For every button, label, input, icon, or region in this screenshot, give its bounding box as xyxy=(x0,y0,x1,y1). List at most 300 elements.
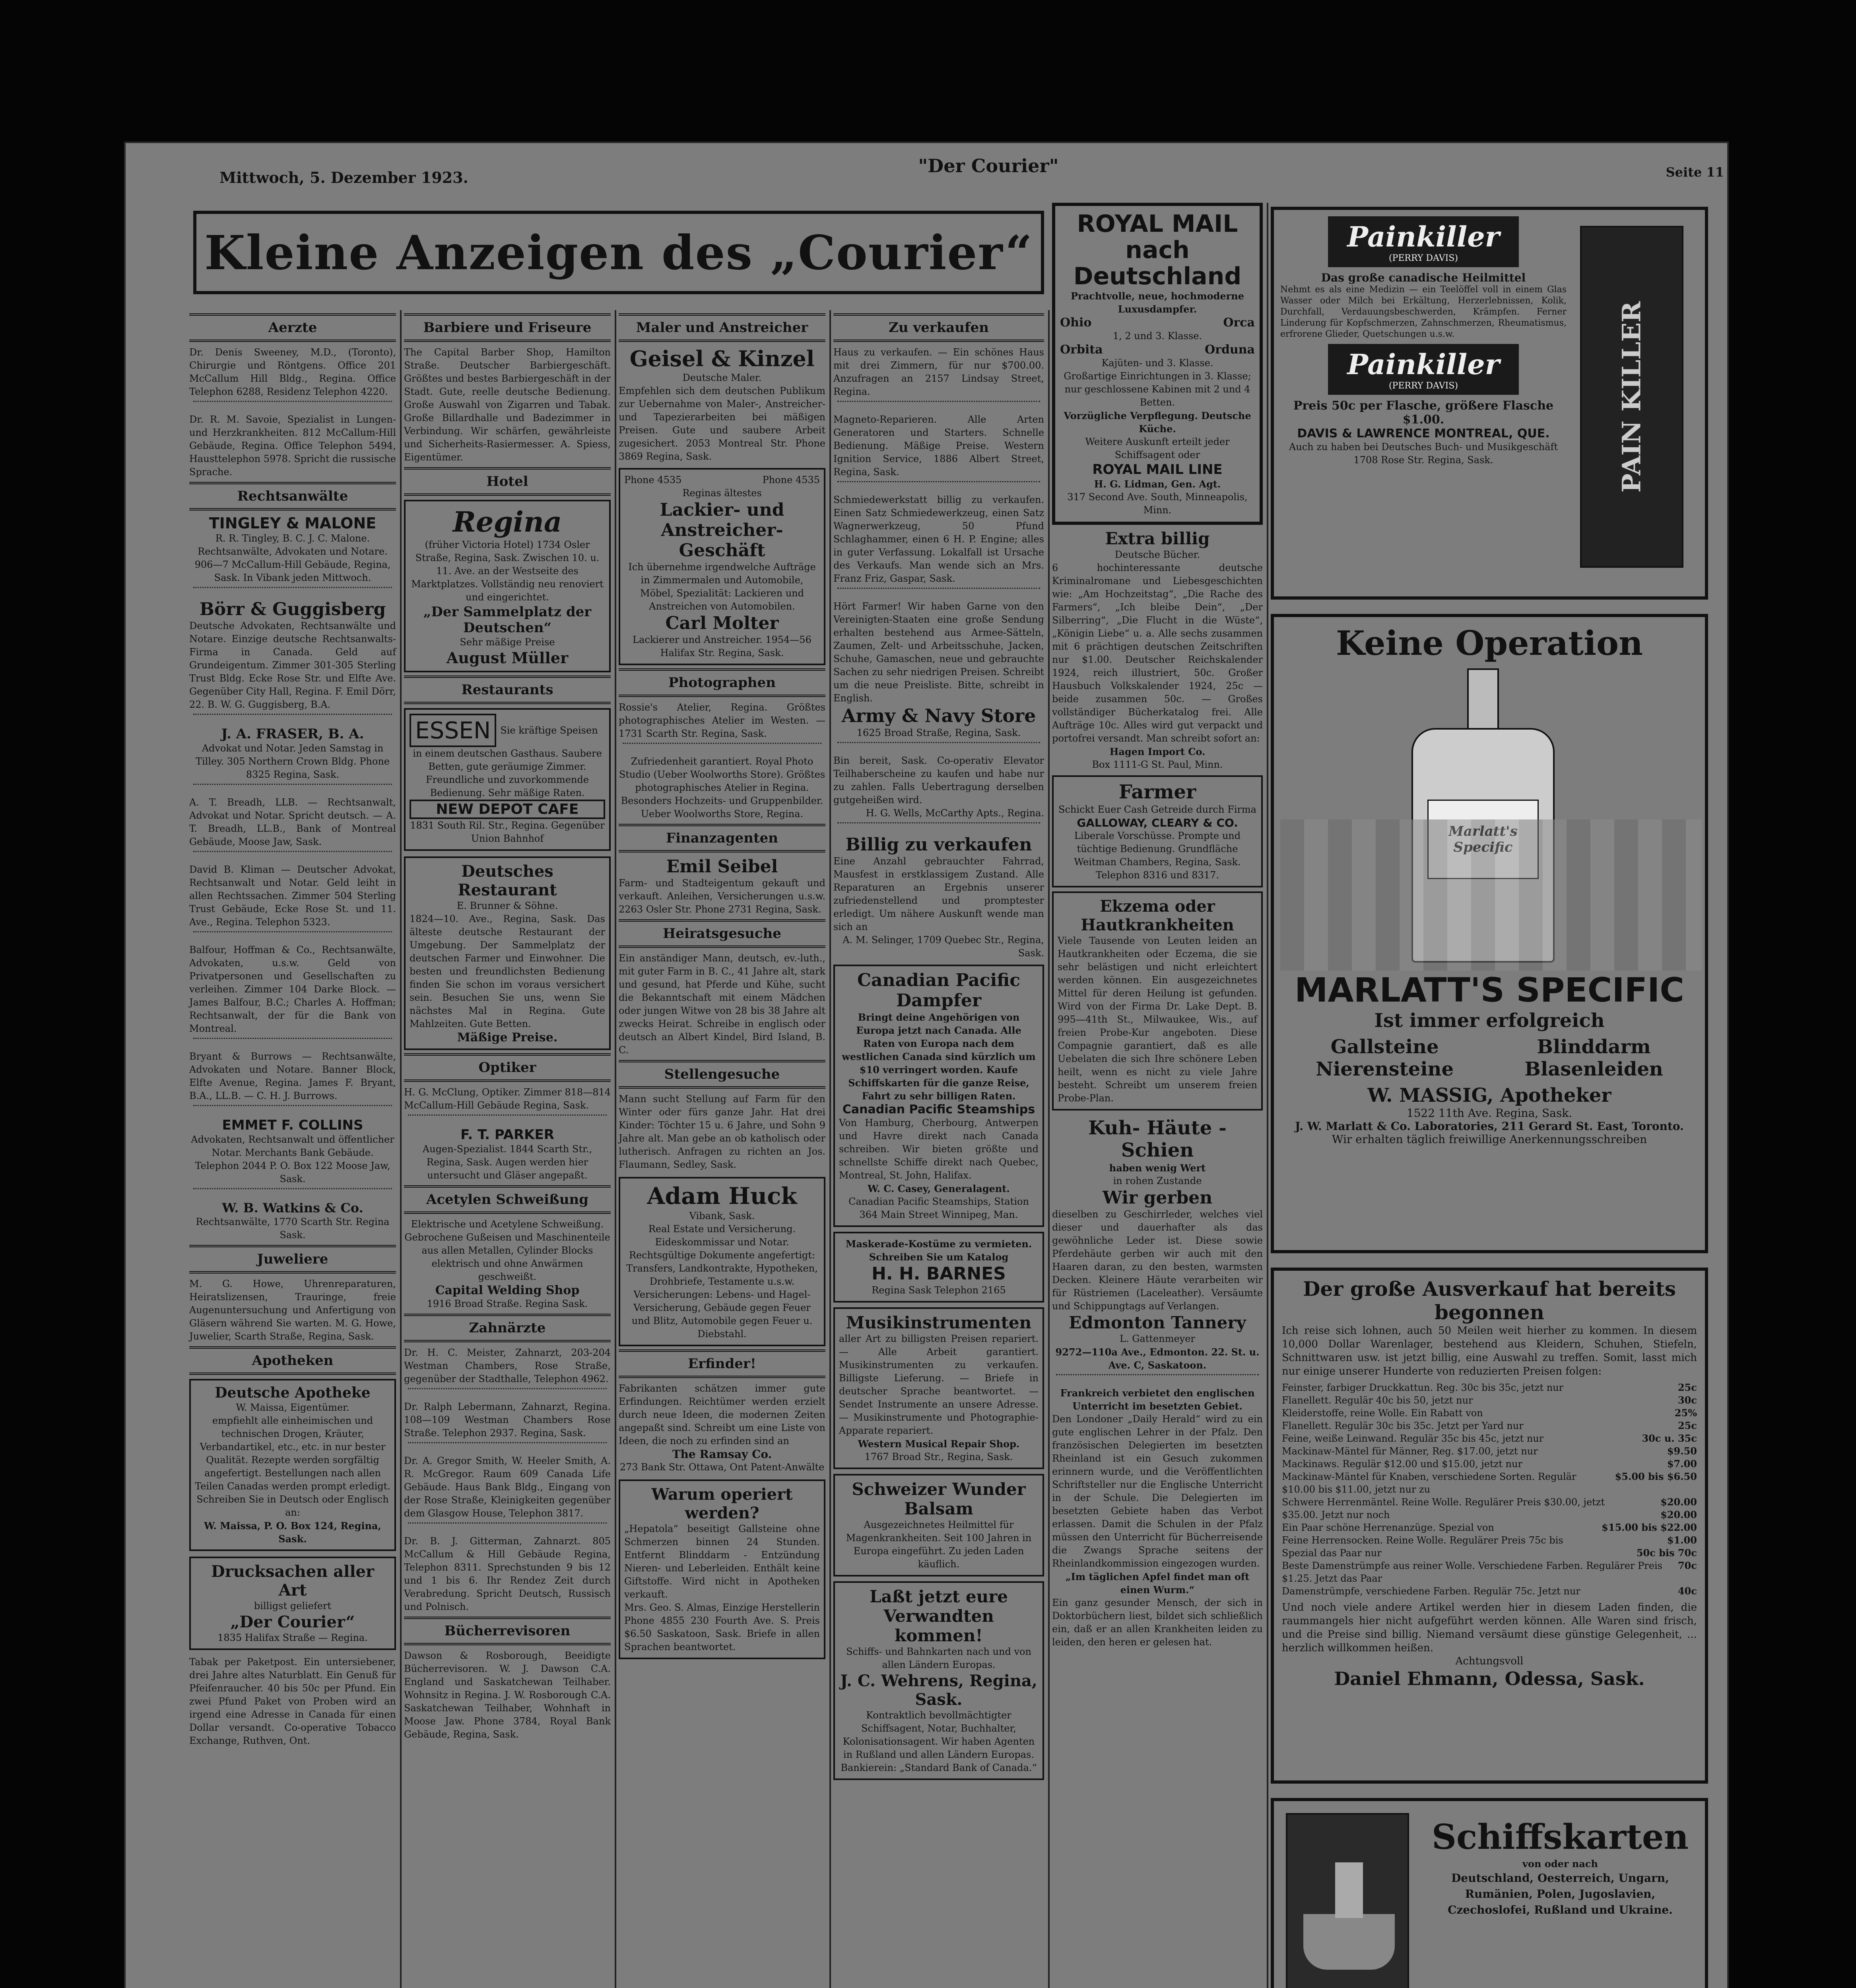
apfel-text: Ein ganz gesunder Mensch, der sich in Doktorbüchern liest, bildet sich schließlich ein, daß er an allen Krankheiten leiden zu leiden, den heren er gelesen hat. xyxy=(1052,1597,1263,1648)
ship-ohio: Ohio xyxy=(1060,316,1092,330)
divider xyxy=(837,742,1040,752)
essen-text: in einem deutschen Gasthaus. Saubere Betten, gute geräumige Zimmer. Freundliche und zuvorkommende Bedienung. Sehr mäßige Raten. xyxy=(413,748,602,798)
price-item: Ein Paar schöne Herrenanzüge. Spezial von xyxy=(1282,1522,1494,1533)
ad-capital-barber: The Capital Barber Shop, Hamilton Straße. Deutscher Barbiergeschäft. Größtes und bestes Barbiergeschäft in der Stadt. Gute, reelle deutsche Bedienung. Große Auswahl von Zigarren und Tabak. Große Billardhalle und Badezimmer in Verbindung. Wir schärfen, gewährleiste und Sicherheits-Rasiermesser. A. Spiess, Eigentümer. xyxy=(404,347,611,463)
wehrens-name: J. C. Wehrens, Regina, Sask. xyxy=(840,1672,1037,1709)
balsam-text: Ausgezeichnetes Heilmittel für Magenkrankheiten. Seit 100 Jahren in Europa eingeführt. Zu jeden Laden käuflich. xyxy=(846,1519,1032,1570)
divider xyxy=(193,714,392,724)
painkiller-logo-2 xyxy=(1328,344,1519,395)
price-row xyxy=(1282,1521,1697,1534)
section-barbiere: Barbiere und Friseure xyxy=(404,313,611,342)
boerr-name: Börr & Guggisberg xyxy=(199,599,386,619)
dr-name: Deutsches Restaurant xyxy=(458,862,557,899)
billig-head: Billig zu verkaufen xyxy=(845,835,1032,855)
section-optiker: Optiker xyxy=(404,1053,611,1082)
seibel-text: Farm- und Stadteigentum gekauft und verkauft. Anleihen, Versicherungen u.s.w. 2263 Osler Str. Phone 2731 Regina, Sask. xyxy=(619,878,825,915)
erfinder-address: 273 Bank Str. Ottawa, Ont Patent-Anwälte xyxy=(619,1462,825,1473)
selinger: A. M. Selinger, 1709 Quebec Str., Regina, Sask. xyxy=(843,934,1044,959)
ship-orca: Orca xyxy=(1223,316,1255,330)
price-item: Mackinaws. Regulär $12.00 und $15.00, jetzt nur xyxy=(1282,1458,1522,1470)
ekzema-ad xyxy=(1052,891,1263,1110)
tingley-name: TINGLEY & MALONE xyxy=(209,514,377,532)
column-rule xyxy=(1267,203,1268,1988)
column-6 xyxy=(1271,207,1708,1988)
parker-name: F. T. PARKER xyxy=(460,1127,554,1143)
painkiller-logo-1 xyxy=(1328,216,1519,267)
ad-savoie: Dr. R. M. Savoie, Spezialist in Lungen- und Herzkrankheiten. 812 McCallum-Hill Gebäude, Regina. Office Telephon 5494, Hausttelephon 5978. Spricht die russische Sprache. xyxy=(189,414,396,478)
warum-head: Warum operiert werden? xyxy=(651,1485,793,1522)
essen-row xyxy=(410,714,605,747)
price-row xyxy=(1282,1470,1697,1496)
pk-by: (PERRY DAVIS) xyxy=(1388,253,1458,263)
section-juweliere: Juweliere xyxy=(189,1245,396,1274)
divider xyxy=(837,822,1040,832)
molter-name: Carl Molter xyxy=(665,613,779,633)
drucksachen-address: 1835 Halifax Straße — Regina. xyxy=(217,1632,368,1643)
ship-image xyxy=(1286,1813,1409,1988)
divider xyxy=(1056,1374,1259,1384)
barnes-ad xyxy=(833,1232,1044,1303)
mar-name: MARLATT'S SPECIFIC xyxy=(1295,971,1684,1010)
figures-image xyxy=(1280,819,1702,971)
section-aerzte: Aerzte xyxy=(189,313,396,342)
musik-address: 1767 Broad Str., Regina, Sask. xyxy=(864,1451,1013,1462)
extra-firm: Hagen Import Co. xyxy=(1109,746,1206,757)
page-title: Kleine Anzeigen des „Courier“ xyxy=(204,225,1033,280)
hotel-owner: August Müller xyxy=(446,649,569,667)
section-finanzagenten: Finanzagenten xyxy=(619,824,825,852)
royal-ships: Prachtvolle, neue, hochmoderne Luxusdampfer. xyxy=(1070,290,1244,315)
price-row xyxy=(1282,1534,1697,1547)
op-head: Keine Operation xyxy=(1336,623,1643,663)
price-row xyxy=(1282,1585,1697,1598)
cp-list: Von Hamburg, Cherbourg, Antwerpen und Havre direkt nach Canada schreiben. Wir bieten größte und schnellste Schiffe direkt nach Quebec, Montreal, St. John, Halifax. xyxy=(839,1117,1039,1181)
aus-text2: Und noch viele andere Artikel werden hier in diesem Laden finden, die raummangels hier nicht aufgeführt werden können. Alle Waren sind frisch, und die Preise sind billig. Niemand versäumt diese günstige Gelegenheit, ... herzlich willkommen heißen. xyxy=(1282,1602,1697,1654)
section-photographen: Photographen xyxy=(619,668,825,697)
ekzema-head: Ekzema oder Hautkrankheiten xyxy=(1081,897,1234,934)
warum-maker: Mrs. Geo. S. Almas, Einzige Herstellerin xyxy=(624,1602,820,1613)
price-value: 30c u. 35c xyxy=(1642,1433,1697,1444)
marlatt-ad xyxy=(1271,614,1708,1253)
fraser-name: J. A. FRASER, B. A. xyxy=(221,726,364,742)
price-value: 25c xyxy=(1677,1420,1697,1431)
ship-funnel xyxy=(1335,1862,1363,1918)
divider xyxy=(837,401,1040,411)
ad-rossie: Rossie's Atelier, Regina. Größtes photographisches Atelier im Westen. — 1731 Scarth Str. Regina, Sask. xyxy=(619,702,825,739)
aus-head: Der große Ausverkauf hat bereits begonnen xyxy=(1303,1277,1676,1324)
section-erfinder: Erfinder! xyxy=(619,1349,825,1378)
acetylen-address: 1916 Broad Straße. Regina Sask. xyxy=(427,1298,588,1309)
molter-intro: Reginas ältestes xyxy=(682,487,762,499)
price-list xyxy=(1282,1381,1697,1598)
depot-address: 1831 South Ril. Str., Regina. Gegenüber Union Bahnhof xyxy=(410,820,605,844)
extra-text: 6 hochinteressante deutsche Kriminalromane und Liebesgeschichten wie: „Am Hochzeitstag“, „Die Rache des Farmers“, „Ich bleibe Dein“, „Der Silberring“, „Die Flucht in die Wüste“, „Königin Liebe“ u. a. Alle sechs zusammen mit 6 prächtigen deutschen Zeitschriften nur $1.00. Deutscher Reichskalender 1924, reich illustriert, 50c. Großer Hausbuch Volkskalender 1924, 25c — beide zusammen 50c. — Großes vollständiger Bücherkatalog frei. Alle Aufträge 10c. Alles wird gut verpackt und portofrei versandt. Man schreibt sofort an: xyxy=(1052,562,1263,744)
mar-gallsteine: Gallsteine xyxy=(1330,1036,1439,1058)
price-item: Damenstrümpfe, verschiedene Farben. Regulär 75c. Jetzt nur xyxy=(1282,1586,1580,1597)
boerr-text: Deutsche Advokaten, Rechtsanwälte und Notare. Einzige deutsche Rechtsanwalts-Firma in Canada. Geld auf Grundeigentum. Zimmer 301-305 Sterling Trust Bldg. Ecke Rose Str. und Elfte Ave. Gegenüber City Hall, Regina. F. Emil Dörr, 22. B. W. G. Guggisberg, B.A. xyxy=(189,620,396,710)
barnes-text: Maskerade-Kostüme zu vermieten. Schreiben Sie um Katalog xyxy=(845,1238,1032,1263)
ad-sweeney: Dr. Denis Sweeney, M.D., (Toronto), Chirurgie und Röntgens. Office 201 McCallum Hill Bldg., Regina. Office Telephon 6288, Residenz Telephon 4220. xyxy=(189,347,396,397)
essen-side: Sie kräftige Speisen xyxy=(500,724,598,736)
column-rule xyxy=(829,310,831,1988)
price-row xyxy=(1282,1458,1697,1470)
ad-howe: M. G. Howe, Uhrenreparaturen, Heiratslizensen, Trauringe, freie Augenuntersuchung und Anfertigung von Gläsern während Sie warten. M. G. Howe, Juwelier, Scarth Straße, Regina, Sask. xyxy=(189,1278,396,1342)
mar-left xyxy=(1316,1036,1454,1080)
hotel-slogan: „Der Sammelplatz der Deutschen“ xyxy=(423,604,592,636)
canadian-pacific-ad xyxy=(833,965,1044,1227)
sk-countries: Deutschland, Oesterreich, Ungarn, Rumänien, Polen, Jugoslavien, Czechoslofei, Rußland und Ukraine. xyxy=(1448,1872,1673,1916)
royal-mail-ad xyxy=(1052,203,1263,525)
price-item: Feinster, farbiger Druckkattun. Reg. 30c bis 35c, jetzt nur xyxy=(1282,1382,1564,1393)
column-4 xyxy=(833,310,1044,1780)
divider xyxy=(193,587,392,597)
erfinder-text: Fabrikanten schätzen immer gute Erfindungen. Reichtümer werden erzielt durch neue Ideen, die modernen Zeiten angepaßt sind. Schreibt um eine Liste von Ideen, die noch zu erfinden sind an xyxy=(619,1383,825,1446)
musik-shop: Western Musical Repair Shop. xyxy=(858,1438,1020,1450)
mar-lab: J. W. Marlatt & Co. Laboratories, 211 Gerard St. East, Toronto. xyxy=(1295,1120,1684,1133)
ad-tabak: Tabak per Paketpost. Ein untersiebener, drei Jahre altes Naturblatt. Ein Genuß für Pfeifenraucher. 40 bis 50c per Pfund. Ein zwei Pfund Paket von Proben wird an irgend eine Adresse in Canada für einen Dollar versandt. Co-operative Tobacco Exchange, Ruthven, Ont. xyxy=(189,1656,396,1746)
verwandte-head: Laßt jetzt eure Verwandten kommen! xyxy=(870,1587,1008,1645)
frankreich-head: Frankreich verbietet den englischen Unterricht im besetzten Gebiet. xyxy=(1060,1387,1255,1412)
royal-address: 317 Second Ave. South, Minneapolis, Minn. xyxy=(1067,491,1248,516)
royal-mail-head: ROYAL MAIL nach Deutschland xyxy=(1073,210,1242,290)
price-row xyxy=(1282,1496,1697,1508)
divider xyxy=(408,1442,607,1452)
price-value: 25% xyxy=(1674,1407,1697,1419)
gerben-text: dieselben zu Geschirrleder, welches viel dieser und dauerhafter als das gewöhnliche Leder ist. Diese sowie Pferdehäute gerben wir auch mit den Haaren daran, zu den besten, warmsten Decken. Kleinere Häute verarbeiten wir für Rüstriemen (Laceleather). Versäumte und Schippungtags auf Verlangen. xyxy=(1052,1209,1263,1312)
apotheke-text: empfiehlt alle einheimischen und technischen Drogen, Kräuter, Verbandartikel, etc., etc. in nur bester Qualität. Rezepte werden sorgfältig angefertigt. Bestellungen nach allen Teilen Canadas werden prompt erledigt. Schreiben Sie in Deutsch oder Englisch an: xyxy=(195,1415,390,1518)
divider xyxy=(193,931,392,941)
ad-elevator: Bin bereit, Sask. Co-operativ Elevator Teilhaberscheine zu kaufen und habe nur zu zahlen. Falls Uebertragung derselben gutgeheißen wird. xyxy=(833,755,1044,806)
seibel-name: Emil Seibel xyxy=(666,856,778,877)
divider xyxy=(408,1388,607,1398)
ausverkauf-ad xyxy=(1271,1268,1708,1784)
ship-row-1 xyxy=(1060,316,1255,330)
cp-steamships: Canadian Pacific Steamships xyxy=(842,1103,1035,1116)
extra-head: Extra billig xyxy=(1105,529,1210,548)
sk-head: Schiffskarten xyxy=(1431,1817,1689,1857)
price-item: Flanellett. Regulär 30c bis 35c. Jetzt per Yard nur xyxy=(1282,1420,1524,1431)
section-restaurants: Restaurants xyxy=(404,676,611,704)
ad-smith: Dr. A. Gregor Smith, W. Heeler Smith, A. R. McGregor. Raum 609 Canada Life Gebäude. Haus Bank Bldg., Eingang von der Rose Straße, Kleinigkeiten gegenüber dem Glasgow House, Telephon 3817. xyxy=(404,1455,611,1519)
watkins-text: Rechtsanwälte, 1770 Scarth Str. Regina Sask. xyxy=(196,1216,390,1241)
mar-blinddarm: Blinddarm xyxy=(1537,1036,1651,1058)
geisel-text: Empfehlen sich dem deutschen Publikum zur Uebernahme von Maler-, Anstreicher- und Tapezierarbeiten bei mäßigen Preisen. Gute und saubere Arbeit zugesichert. 2053 Montreal Str. Phone 3869 Regina, Sask. xyxy=(619,385,825,462)
molter-title: Lackier- und Anstreicher-Geschäft xyxy=(660,500,784,561)
price-value: 70c xyxy=(1677,1560,1697,1571)
ad-dawson: Dawson & Rosborough, Beeidigte Bücherrevisoren. W. J. Dawson C.A. England und Saskatchewan Teilhaber. Wohnsitz in Regina. J. W. Rosborough C.A. Saskatchewan Teilhaber, Wohnhaft in Moose Jaw. Phone 3784, Royal Bank Gebäude, Regina, Sask. xyxy=(404,1650,611,1740)
pk-by-2: (PERRY DAVIS) xyxy=(1388,381,1458,391)
apfel-head: „Im täglichen Apfel findet man oft einen Wurm.“ xyxy=(1065,1571,1250,1596)
section-hotel: Hotel xyxy=(404,467,611,496)
pk-bottle-label: PAIN KILLER xyxy=(1617,301,1647,493)
farmer-ad xyxy=(1052,775,1263,887)
section-heiratsgesuche: Heiratsgesuche xyxy=(619,919,825,948)
price-value: 50c bis 70c xyxy=(1636,1547,1697,1559)
cp-address: Canadian Pacific Steamships, Station 364 Main Street Winnipeg, Man. xyxy=(848,1196,1029,1220)
dr-owner: E. Brunner & Söhne. xyxy=(456,900,558,911)
drucksachen-name: „Der Courier“ xyxy=(230,1613,355,1631)
price-row xyxy=(1282,1547,1697,1559)
ad-mcclung: H. G. McClung, Optiker. Zimmer 818—814 McCallum-Hill Gebäude Regina, Sask. xyxy=(404,1087,611,1111)
pk-address: 1708 Rose Str. Regina, Sask. xyxy=(1353,454,1493,466)
emmet-name: EMMET F. COLLINS xyxy=(222,1117,363,1133)
cp-agent: W. C. Casey, Generalagent. xyxy=(868,1183,1010,1194)
watkins-name: W. B. Watkins & Co. xyxy=(222,1200,363,1215)
mar-note: Wir erhalten täglich freiwillige Anerkennungsschreiben xyxy=(1332,1133,1647,1146)
molter-address: Lackierer und Anstreicher. 1954—56 Halifax Str. Regina, Sask. xyxy=(633,634,812,658)
farmer-text: Schickt Euer Cash Getreide durch Firma xyxy=(1058,804,1256,815)
price-row xyxy=(1282,1559,1697,1585)
gcc-name: GALLOWAY, CLEARY & CO. xyxy=(1077,816,1238,829)
pk-brand: Painkiller xyxy=(1347,220,1500,253)
acetylen-text: Elektrische und Acetylene Schweißung. Gebrochene Gußeisen und Maschinenteile aus allen Metallen, Cylinder Blocks elektrisch und ohne Anwärmen geschweißt. xyxy=(404,1219,610,1282)
hotel-regina-ad xyxy=(404,500,611,672)
verwandte-text: Schiffs- und Bahnkarten nach und von allen Ländern Europas. xyxy=(846,1646,1031,1670)
cp-title: Canadian Pacific Dampfer xyxy=(857,970,1021,1011)
balsam-ad xyxy=(833,1474,1044,1576)
issue-date: Mittwoch, 5. Dezember 1923. xyxy=(219,169,468,186)
divider xyxy=(408,1114,607,1124)
divider xyxy=(193,784,392,794)
army-address: 1625 Broad Straße, Regina, Sask. xyxy=(856,727,1021,738)
molter-ad xyxy=(619,468,825,665)
apotheke-ad xyxy=(189,1379,396,1551)
ship-class-2: Kajüten- und 3. Klasse. xyxy=(1101,357,1213,369)
gcc-text: Liberale Vorschüsse. Prompte und tüchtige Bedienung. Grundfläche Weitman Chambers, Regina, Sask. Telephon 8316 und 8317. xyxy=(1074,830,1241,881)
drucksachen-sub: billigst geliefert xyxy=(254,1600,332,1611)
price-value: 30c xyxy=(1677,1394,1697,1406)
price-row xyxy=(1282,1407,1697,1419)
ad-heirat: Ein anständiger Mann, deutsch, ev.-luth., mit guter Farm in B. C., 41 Jahre alt, stark und gesund, hat Pferde und Kühe, sucht die Bekanntschaft mit einem Mädchen oder jungen Witwe von 28 bis 38 Jahre alt zwecks Heirat. Schreibe in englisch oder deutsch an Albert Kindel, Bird Island, B. C. xyxy=(619,953,825,1056)
column-rule xyxy=(1048,310,1050,1988)
royal-line: ROYAL MAIL LINE xyxy=(1092,462,1223,478)
ad-breadh: A. T. Breadh, LLB. — Rechtsanwalt, Advokat und Notar. Spricht deutsch. — A. T. Breadh, LL.B., Bank of Montreal Gebäude, Moose Jaw, Sask. xyxy=(189,797,396,847)
column-rule xyxy=(615,310,616,1988)
pk-dist: Auch zu haben bei Deutsches Buch- und Musikgeschäft xyxy=(1289,441,1558,452)
ad-haus: Haus zu verkaufen. — Ein schönes Haus mit drei Zimmern, für nur $700.00. Anzufragen an 2157 Lindsay Street, Regina. xyxy=(833,347,1044,397)
column-3 xyxy=(619,310,825,1659)
price-row xyxy=(1282,1432,1697,1445)
price-item: Schwere Herrenmäntel. Reine Wolle. Regulärer Preis $30.00, jetzt xyxy=(1282,1497,1605,1508)
divider xyxy=(193,1188,392,1198)
warum-text: „Hepatola“ beseitigt Gallsteine ohne Schmerzen binnen 24 Stunden. Entfernt Blinddarm - Entzündung Nieren- und Leberleiden. Enthält keine Giftstoffe. Wird nicht in Apotheken verkauft. xyxy=(624,1523,820,1600)
price-row xyxy=(1282,1445,1697,1458)
wehrens-bank: Bankierein: „Standard Bank of Canada.“ xyxy=(841,1762,1037,1773)
section-acetylen: Acetylen Schweißung xyxy=(404,1185,611,1214)
molter-text: Ich übernehme irgendwelche Aufträge in Zimmermalen und Automobile, Möbel, Spezialität: Lackieren und Anstreichen von Automobilen. xyxy=(628,561,816,612)
price-value: 40c xyxy=(1677,1585,1697,1597)
pk-slogan: Das große canadische Heilmittel xyxy=(1321,271,1526,284)
ekzema-text: Viele Tausende von Leuten leiden an Hautkrankheiten oder Eczema, die sie sehr belästigen und nicht erleichtert werden können. Ein ausgezeichnetes Mittel für deren Heilung ist gefunden. Wird von der Firma Dr. Lake Dept. B. 995—41th St., Milwaukee, Wis., auf freien Probe-Kur angeboten. Diese Compagnie garantiert, daß es alle Uebelaten die sich Ihre schönere Leben heilt, wenn es nicht zu viele Jahre besteht. Schreibt um unserem freien Probe-Plan. xyxy=(1058,935,1257,1104)
ad-lebermann: Dr. Ralph Lebermann, Zahnarzt, Regina. 108—109 Westman Chambers Rose Straße. Telephon 2937. Regina, Sask. xyxy=(404,1401,611,1439)
apotheke-title: Deutsche Apotheke xyxy=(215,1384,371,1401)
pk-text: Nehmt es als eine Medizin — ein Teelöffel voll in einem Glas Wasser oder Milch bei Erkältung, Herzerlebnissen, Kolik, Durchfall, Verdauungsbeschwerden, Krämpfen. Ferner Linderung für Kopfschmerzen, Zahnschmerzen, Rheumatismus, erfrorene Glieder, Quetschungen u.s.w. xyxy=(1280,285,1567,339)
cp-text: Bringt deine Angehörigen von Europa jetzt nach Canada. Alle Raten von Europa nach dem westlichen Canada sind kürzlich um $10 verringert worden. Kaufe Schiffskarten für die ganze Reise, Fahrt zu sehr billigen Raten. xyxy=(842,1011,1036,1102)
royal-text: Großartige Einrichtungen in 3. Klasse; nur geschlossene Kabinen mit 2 und 4 Betten. xyxy=(1064,371,1251,408)
section-apotheken: Apotheken xyxy=(189,1346,396,1375)
divider xyxy=(837,481,1040,491)
ship-hull xyxy=(1303,1914,1395,1970)
sk-sub: von oder nach xyxy=(1522,1858,1598,1870)
hotel-text: (früher Victoria Hotel) 1734 Osler Straße, Regina, Sask. Zwischen 10. u. 11. Ave. an der Westseite des Marktplatzes. Vollständig neu renoviert und eingerichtet. xyxy=(411,539,604,603)
divider xyxy=(193,1105,392,1115)
edmonton-owner: L. Gattenmeyer xyxy=(1120,1333,1195,1344)
musik-text: aller Art zu billigsten Preisen repariert. — Alle Arbeit garantiert. Musikinstrumenten zu verkaufen. Billigste Lieferung. — Briefe in deutscher Sprache beantwortet. — Sendet Instrumente an unsere Adresse. — Musikinstrumente und Photographie-Apparate repariert. xyxy=(839,1333,1039,1436)
section-zahnaerzte: Zahnärzte xyxy=(404,1314,611,1342)
billig-text: Eine Anzahl gebrauchter Fahrrad, Mausfest in erstklassigem Zustand. Alle Reparaturen an Ergebnis unserer zufriedenstellend und promptester erledigt. Um nähere Auskunft wende man sich an xyxy=(833,856,1044,932)
column-1 xyxy=(189,310,396,1747)
divider xyxy=(408,1522,607,1532)
ad-hoert-farmer: Hört Farmer! Wir haben Garne von den Vereinigten-Staaten eine große Sendung erhalten bestehend aus Armee-Sätteln, Zaumen, Zelt- und Arbeitsschuhe, Jacken, Schuhe, Gamaschen, neue und gebrauchte Sachen zu sehr niedrigen Preisen. Schreibt um die neue Preisliste. Bitte, schreibt in English. xyxy=(833,601,1044,704)
molter-phones xyxy=(624,474,820,487)
essen-ad xyxy=(404,708,611,851)
huck-name: Adam Huck xyxy=(647,1182,797,1209)
price-row xyxy=(1282,1419,1697,1432)
geisel-sub: Deutsche Maler. xyxy=(682,372,762,383)
frankreich-text: Den Londoner „Daily Herald“ wird zu ein gute englischen Lehrer in der Pfalz. Den französischen Delegierten im besetzten Rheinland ist ein Gesuch zukommen erinnern wurde, und die Veröffentlichten Schriftsteller nur die Englische Unterricht in der Schule. Die Delegierten im besetzten Gebiete haben das Verbot erlassen. Damit die Schulen in der Pfalz müssen den Unterricht für Bücherreisende die Zwangs Sprache seitens der Rheinlandkommission eingezogen wurden. xyxy=(1052,1413,1263,1569)
pk-brand-2: Painkiller xyxy=(1347,348,1500,381)
price-value: $1.00 xyxy=(1667,1534,1697,1546)
essen-word: ESSEN xyxy=(410,714,496,747)
deutsches-restaurant-ad xyxy=(404,856,611,1050)
divider xyxy=(837,588,1040,598)
price-value: $20.00 xyxy=(1660,1509,1697,1520)
price-item: Kleiderstoffe, reine Wolle. Ein Rabatt von xyxy=(1282,1408,1483,1419)
painkiller-ad xyxy=(1271,207,1708,600)
hotel-name: Regina xyxy=(452,505,562,538)
royal-agent: H. G. Lidman, Gen. Agt. xyxy=(1094,478,1221,490)
gerben-head: Wir gerben xyxy=(1102,1188,1213,1208)
price-item: Flanellett. Regulär 40c bis 50, jetzt nur xyxy=(1282,1395,1473,1406)
hotel-prices: Sehr mäßige Preise xyxy=(460,637,555,648)
price-row xyxy=(1282,1381,1697,1394)
column-2 xyxy=(404,310,611,1741)
acetylen-shop: Capital Welding Shop xyxy=(435,1283,580,1297)
price-item: Feine, weiße Leinwand. Regulär 35c bis 45c, jetzt nur xyxy=(1282,1433,1544,1444)
mar-sub: Ist immer erfolgreich xyxy=(1374,1010,1605,1032)
section-rechtsanwaelte: Rechtsanwälte xyxy=(189,482,396,511)
pk-maker: DAVIS & LAWRENCE MONTREAL, QUE. xyxy=(1297,427,1550,441)
mar-nierensteine: Nierensteine xyxy=(1316,1058,1454,1080)
aus-owner: Daniel Ehmann, Odessa, Sask. xyxy=(1334,1668,1645,1689)
barnes-name: H. H. BARNES xyxy=(872,1264,1006,1284)
warum-address: Phone 4855 230 Fourth Ave. S. Preis $6.50 Saskatoon, Sask. Briefe in allen Sprachen beantwortet. xyxy=(624,1615,820,1652)
divider xyxy=(193,401,392,411)
schiffskarten-ad xyxy=(1271,1798,1708,1988)
price-item: Beste Damenstrümpfe aus reiner Wolle. Verschiedene Farben. Regulärer Preis $1.25. Jetzt das Paar xyxy=(1282,1560,1662,1584)
divider xyxy=(193,1038,392,1048)
price-value: 25c xyxy=(1677,1382,1697,1393)
page-number: Seite 11 xyxy=(1666,165,1724,180)
ad-schmiede: Schmiedewerkstatt billig zu verkaufen. Einen Satz Schmiedewerkzeug, einen Satz Wagnerwerkzeug, 50 Pfund Schlaghammer, einen 6 H. P. Engine; alles in guter Verfassung. Lokalfall ist Ursache des Verkaufs. Man wende sich an Mrs. Franz Friz, Gaspar, Sask. xyxy=(833,494,1044,584)
drucksachen-ad xyxy=(189,1557,396,1650)
balsam-head: Schweizer Wunder Balsam xyxy=(852,1479,1026,1518)
section-buecherrevisoren: Bücherrevisoren xyxy=(404,1617,611,1645)
divider xyxy=(193,851,392,861)
ad-stellen: Mann sucht Stellung auf Farm für den Winter oder fürs ganze Jahr. Hat drei Kinder: Töchter 15 u. 6 Jahre, und Sohn 9 Jahre alt. Man gebe an ob katholisch oder lutherisch. Anfragen zu richten an Jos. Flaumann, Sedley, Sask. xyxy=(619,1093,825,1170)
molter-phone-left: Phone 4535 xyxy=(624,474,682,485)
mar-blasenleiden: Blasenleiden xyxy=(1524,1058,1663,1080)
column-5 xyxy=(1052,203,1263,1649)
bottle-neck xyxy=(1467,668,1499,732)
ship-orbita: Orbita xyxy=(1060,343,1103,357)
wehrens-text: Kontraktlich bevollmächtigter Schiffsagent, Notar, Buchhalter, Kolonisationsagent. Wir haben Agenten in Rußland und allen Ländern Europas. xyxy=(843,1710,1035,1760)
ad-bryant: Bryant & Burrows — Rechtsanwälte, Advokaten und Notare. Banner Block, Elfte Avenue, Regina. James F. Bryant, B.A., LL.B. — C. H. J. Burrows. xyxy=(189,1051,396,1101)
fraser-text: Advokat und Notar. Jeden Samstag in Tilley. 305 Northern Crown Bldg. Phone 8325 Regina, Sask. xyxy=(195,743,390,780)
barnes-address: Regina Sask Telephon 2165 xyxy=(872,1285,1006,1296)
parker-text: Augen-Spezialist. 1844 Scarth Str., Regina, Sask. Augen werden hier untersucht und Gläser angepaßt. xyxy=(422,1143,592,1181)
price-item: $35.00. Jetzt nur noch xyxy=(1282,1509,1390,1520)
price-item: Feine Herrensocken. Reine Wolle. Regulärer Preis 75c bis xyxy=(1282,1535,1563,1546)
paper-name: "Der Courier" xyxy=(918,155,1059,177)
aus-sign: Achtungsvoll xyxy=(1455,1655,1524,1667)
ad-royal-photo: Zufriedenheit garantiert. Royal Photo Studio (Ueber Woolworths Store). Größtes photographisches Atelier in Regina. Besonders Hochzeits- und Gruppenbilder. Ueber Woolworths Store, Regina. xyxy=(619,756,825,819)
tingley-text: R. R. Tingley, B. C. J. C. Malone. Rechtsanwälte, Advokaten und Notare. 906—7 McCallum-Hill Gebäude, Regina, Sask. In Vibank jeden Mittwoch. xyxy=(194,533,391,583)
haeute-head: Kuh- Häute -Schien xyxy=(1088,1117,1227,1161)
price-item: Mackinaw-Mäntel für Knaben, verschiedene Sorten. Regulär $10.00 bis $11.00, jetzt nur zu xyxy=(1282,1471,1576,1495)
section-zu-verkaufen: Zu verkaufen xyxy=(833,313,1044,342)
price-value: $20.00 xyxy=(1660,1496,1697,1508)
ad-meister: Dr. H. C. Meister, Zahnarzt, 203-204 Westman Chambers, Rose Straße, gegenüber der Stadthalle, Telephon 4962. xyxy=(404,1347,611,1384)
emmet-text: Advokaten, Rechtsanwalt und öffentlicher Notar. Merchants Bank Gebäude. Telephon 2044 P. O. Box 122 Moose Jaw, Sask. xyxy=(191,1134,394,1184)
molter-phone-right: Phone 4535 xyxy=(762,474,820,485)
aus-text: Ich reise sich lohnen, auch 50 Meilen weit hierher zu kommen. In diesem 10,000 Dollar Warenlager, bestehend aus Kleidern, Schuhen, Stiefeln, Schnittwaren usw. ist jetzt billig, eine Auswahl zu treffen. Somit, lasst mich nur einige unserer Hunderte von reduzierten Preisen folgen: xyxy=(1282,1325,1697,1377)
ad-kliman: David B. Kliman — Deutscher Advokat, Rechtsanwalt und Notar. Geld leiht in allen Rechtssachen. Zimmer 504 Sterling Trust Gebäude, Ecke Rose St. und 11. Ave., Regina. Telephon 5323. xyxy=(189,864,396,928)
ad-balfour: Balfour, Hoffman & Co., Rechtsanwälte, Advokaten, u.s.w. Geld von Privatpersonen und Gesellschaften zu verleihen. Zimmer 104 Darke Block. — James Balfour, B.C.; Charles A. Hoffman; Rechtsanwalt, der für die Bank von Montreal. xyxy=(189,944,396,1034)
ship-row-2 xyxy=(1060,343,1255,357)
price-value: $15.00 bis $22.00 xyxy=(1602,1522,1697,1533)
ad-gitterman: Dr. B. J. Gitterman, Zahnarzt. 805 McCallum & Hill Gebäude Regina, Telephon 8311. Sprechstunden 9 bis 12 und 1 bis 6. Ihr Rendez Zeit durch Verabredung. Spricht Deutsch, Russisch und Polnisch. xyxy=(404,1536,611,1612)
price-item: Mackinaw-Mäntel für Männer, Reg. $17.00, jetzt nur xyxy=(1282,1446,1538,1457)
pk-price: Preis 50c per Flasche, größere Flasche $1.00. xyxy=(1293,399,1554,427)
warum-ad xyxy=(619,1479,825,1659)
army-name: Army & Navy Store xyxy=(841,705,1036,726)
extra-sub: Deutsche Bücher. xyxy=(1114,549,1200,560)
haeute-sub2: in rohen Zustande xyxy=(1113,1175,1202,1186)
dr-prices: Mäßige Preise. xyxy=(457,1031,558,1044)
price-item: Spezial das Paar nur xyxy=(1282,1547,1382,1559)
column-rule xyxy=(400,310,402,1988)
drucksachen-title: Drucksachen aller Art xyxy=(211,1562,375,1600)
mar-apotheker: W. MASSIG, Apotheker xyxy=(1367,1084,1611,1107)
mar-right xyxy=(1524,1036,1663,1080)
painkiller-bottle-image xyxy=(1580,226,1683,568)
marlatt-illustration xyxy=(1280,668,1699,971)
section-maler: Maler und Anstreicher xyxy=(619,313,825,342)
geisel-name: Geisel & Kinzel xyxy=(629,346,815,371)
ship-orduna: Orduna xyxy=(1205,343,1255,357)
newspaper-page xyxy=(124,142,1729,1988)
edmonton-address: 9272—110a Ave., Edmonton. 22. St. u. Ave. C, Saskatoon. xyxy=(1055,1346,1260,1371)
farmer-head: Farmer xyxy=(1118,781,1196,803)
price-value: $5.00 bis $6.50 xyxy=(1615,1471,1697,1482)
price-row xyxy=(1282,1508,1697,1521)
mar-ailments xyxy=(1280,1036,1699,1080)
apotheke-owner: W. Maissa, Eigentümer. xyxy=(236,1402,349,1413)
title-banner xyxy=(193,211,1044,294)
mar-address: 1522 11th Ave. Regina, Sask. xyxy=(1406,1107,1573,1120)
apotheke-address: W. Maissa, P. O. Box 124, Regina, Sask. xyxy=(204,1520,381,1545)
verwandte-ad xyxy=(833,1581,1044,1780)
divider xyxy=(623,743,821,753)
erfinder-firm: The Ramsay Co. xyxy=(672,1448,772,1461)
painkiller-main xyxy=(1280,216,1567,467)
section-stellengesuche: Stellengesuche xyxy=(619,1060,825,1089)
depot-name: NEW DEPOT CAFE xyxy=(410,800,605,819)
ship-class-1: 1, 2 und 3. Klasse. xyxy=(1112,330,1202,342)
sk-header-block xyxy=(1425,1817,1695,1918)
haeute-sub: haben wenig Wert xyxy=(1109,1162,1206,1174)
